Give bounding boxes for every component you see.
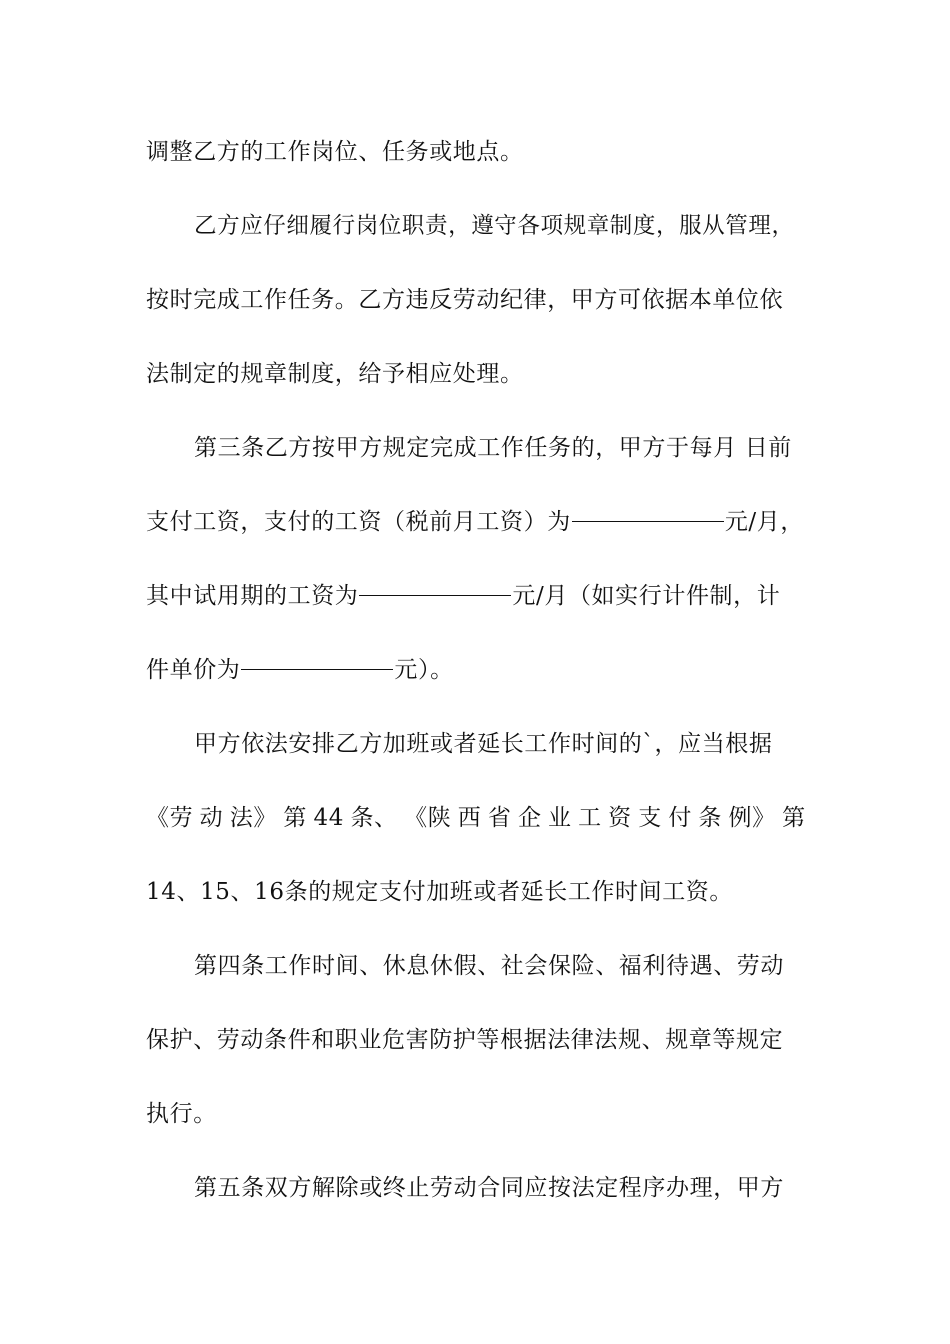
- line-word: 支: [638, 805, 662, 831]
- line-text: 元/月（如实行计件制，计: [512, 583, 781, 609]
- line-text: 支付工资，支付的工资（税前月工资）为: [146, 509, 571, 535]
- paragraph-line: 调整乙方的工作岗位、任务或地点。: [146, 139, 524, 165]
- line-word: 业: [548, 805, 572, 831]
- paragraph-line-with-blank: [146, 652, 806, 688]
- fill-in-blank[interactable]: [359, 594, 511, 596]
- paragraph-line: 按时完成工作任务。乙方违反劳动纪律，甲方可依据本单位依: [146, 287, 784, 313]
- paragraph-line-justified: [146, 800, 806, 836]
- paragraph-line: 第五条双方解除或终止劳动合同应按法定程序办理，甲方: [194, 1175, 784, 1201]
- line-word: 付: [668, 805, 692, 831]
- line-word: 省: [487, 805, 512, 831]
- paragraph-line: 保护、劳动条件和职业危害防护等根据法律法规、规章等规定: [146, 1027, 784, 1053]
- line-word: 44: [313, 805, 344, 831]
- paragraph-line: 执行。: [146, 1101, 217, 1127]
- line-word: 资: [608, 805, 632, 831]
- line-word: 《陕: [404, 805, 452, 831]
- line-word: 第: [283, 805, 308, 831]
- paragraph-line-with-blank: [146, 504, 806, 540]
- paragraph-line: 第三条乙方按甲方规定完成工作任务的，甲方于每月 日前: [194, 435, 792, 461]
- line-word: 条: [698, 805, 723, 831]
- line-text: 其中试用期的工资为: [146, 583, 359, 609]
- line-word: 动: [199, 805, 224, 831]
- paragraph-line-with-blank: [146, 578, 806, 614]
- fill-in-blank[interactable]: [241, 668, 393, 670]
- fill-in-blank[interactable]: [572, 520, 724, 522]
- line-word: 例》: [728, 805, 776, 831]
- paragraph-line: 乙方应仔细履行岗位职责，遵守各项规章制度，服从管理，: [194, 213, 795, 239]
- line-text: 元/月，: [724, 509, 804, 535]
- paragraph-line: 14、15、16条的规定支付加班或者延长工作时间工资。: [146, 879, 733, 905]
- line-word: 《劳: [146, 805, 194, 831]
- line-text: 元）。: [394, 657, 454, 683]
- line-word: 法》: [229, 805, 277, 831]
- line-word: 条、: [350, 805, 398, 831]
- paragraph-line: 甲方依法安排乙方加班或者延长工作时间的`，应当根据: [194, 731, 773, 757]
- line-word: 第: [782, 805, 806, 831]
- line-word: 西: [457, 805, 482, 831]
- line-word: 工: [578, 805, 602, 831]
- paragraph-line: 法制定的规章制度，给予相应处理。: [146, 361, 524, 387]
- paragraph-line: 第四条工作时间、休息休假、社会保险、福利待遇、劳动: [194, 953, 784, 979]
- line-text: 件单价为: [146, 657, 241, 683]
- line-word: 企: [517, 805, 542, 831]
